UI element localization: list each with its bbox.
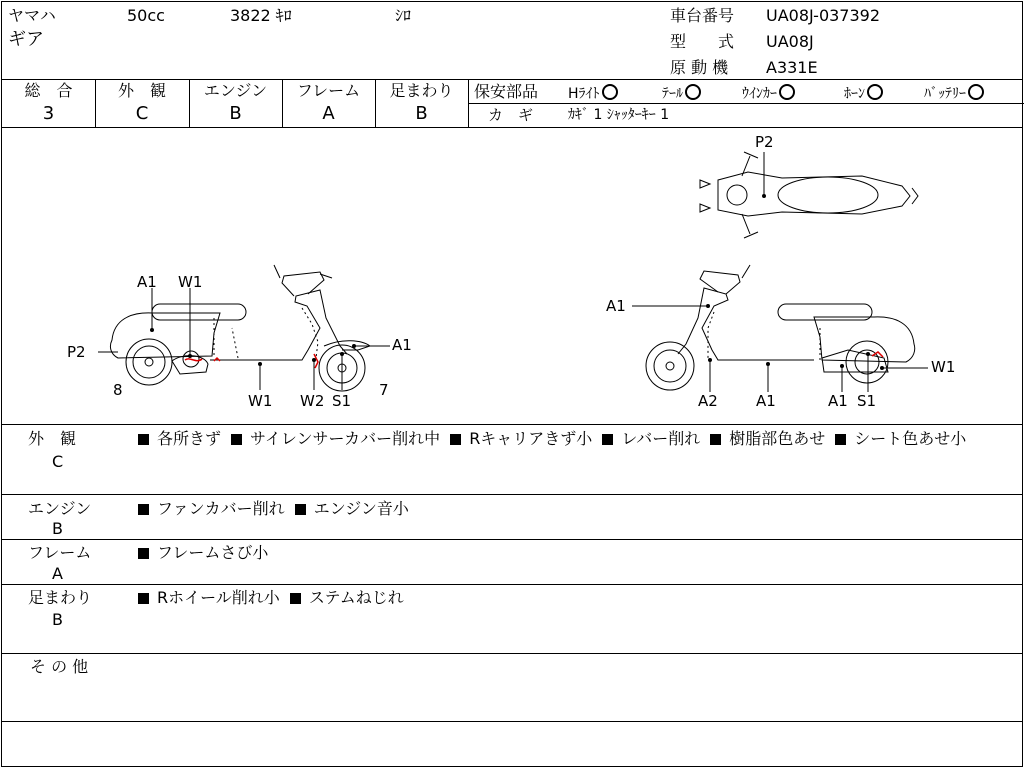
note-label-frame: フレーム (28, 543, 92, 562)
grade-value-engine: B (229, 103, 242, 124)
grade-label-frame: フレーム (296, 81, 361, 100)
bullet-square-icon (602, 434, 613, 445)
divider (2, 494, 1022, 495)
note-label-exterior: 外 観 (28, 429, 77, 448)
label-left-s1: S1 (332, 392, 352, 410)
label-right-s1: S1 (857, 392, 877, 410)
label-right-w1: W1 (931, 358, 956, 376)
bullet-square-icon (138, 593, 149, 604)
note-grade-engine: B (52, 519, 63, 538)
divider (2, 539, 1022, 540)
inspection-sheet (1, 1, 1023, 767)
divider (468, 103, 1024, 104)
type-value: UA08J (766, 32, 814, 51)
bullet-square-icon (138, 548, 149, 559)
label-right-a2: A2 (698, 392, 718, 410)
bullet-square-icon (450, 434, 461, 445)
safety-item-headlight: Hﾗｲﾄ (568, 84, 618, 103)
note-grade-exterior: C (52, 452, 64, 471)
scooter-side-right (646, 265, 915, 390)
damage-diagram (2, 128, 1022, 424)
bullet-square-icon (835, 434, 846, 445)
divider (2, 584, 1022, 585)
label-left-w1b: W1 (248, 392, 273, 410)
safety-item-horn: ﾎｰﾝ (844, 84, 883, 103)
note-label-other: そ の 他 (30, 657, 89, 676)
label-left-a1r: A1 (392, 336, 412, 354)
bullet-square-icon (710, 434, 721, 445)
label-right-a1: A1 (606, 297, 626, 315)
maker: ヤマハ (8, 6, 56, 25)
note-item: ステムねじれ (290, 588, 404, 607)
safety-item-tail: ﾃｰﾙ (662, 84, 701, 103)
type-label: 型 式 (670, 32, 735, 51)
bullet-square-icon (295, 504, 306, 515)
note-text-suspension (138, 587, 1018, 609)
key-label: カ ギ (488, 106, 534, 124)
bullet-square-icon (290, 593, 301, 604)
grade-label-suspension: 足まわり (389, 81, 454, 100)
label-left-a1: A1 (137, 273, 157, 291)
bullet-square-icon (138, 434, 149, 445)
key-value: ｶｷﾞ 1 ｼｬｯﾀｰｷｰ 1 (568, 107, 670, 123)
color: ｼﾛ (395, 6, 412, 25)
divider (2, 721, 1022, 722)
note-text-engine (138, 498, 1018, 520)
label-left-w2: W2 (300, 392, 325, 410)
note-item: フレームさび小 (138, 543, 268, 562)
divider (2, 424, 1022, 425)
displacement: 50cc (127, 6, 165, 25)
label-left-8: 8 (113, 381, 123, 399)
engine-value: A331E (766, 58, 818, 77)
frame-no: UA08J-037392 (766, 6, 881, 25)
grade-label-exterior: 外 観 (117, 81, 166, 100)
note-item: 各所きず (138, 429, 221, 448)
label-left-w1: W1 (178, 273, 203, 291)
note-label-suspension: 足まわり (28, 588, 93, 607)
grade-value-total: 3 (42, 103, 55, 124)
label-left-7: 7 (379, 381, 389, 399)
note-item: サイレンサーカバー削れ中 (231, 429, 440, 448)
scooter-top-view (700, 152, 918, 238)
label-top-p2: P2 (755, 133, 774, 151)
note-item: Rキャリアきず小 (450, 429, 592, 448)
bullet-square-icon (138, 504, 149, 515)
model-name: ギア (8, 29, 44, 50)
note-text-frame (138, 542, 1018, 564)
ok-mark-icon (602, 84, 618, 100)
ok-mark-icon (779, 84, 795, 100)
engine-label: 原 動 機 (670, 58, 729, 77)
divider (2, 79, 1022, 80)
note-item: 樹脂部色あせ (710, 429, 825, 448)
note-item: Rホイール削れ小 (138, 588, 280, 607)
ok-mark-icon (685, 84, 701, 100)
grade-label-engine: エンジン (203, 81, 268, 100)
grade-value-frame: A (322, 103, 335, 124)
grade-value-suspension: B (415, 103, 428, 124)
note-item: エンジン音小 (295, 499, 409, 518)
note-item: ファンカバー削れ (138, 499, 285, 518)
safety-label: 保安部品 (474, 82, 539, 101)
divider (2, 653, 1022, 654)
mileage: 3822 ｷﾛ (230, 6, 292, 25)
label-right-a1c: A1 (828, 392, 848, 410)
note-label-engine: エンジン (28, 499, 92, 518)
note-text-exterior (138, 428, 1018, 450)
ok-mark-icon (867, 84, 883, 100)
note-grade-frame: A (52, 564, 63, 583)
label-right-a1b: A1 (756, 392, 776, 410)
bullet-square-icon (231, 434, 242, 445)
safety-item-winker: ｳｲﾝｶｰ (742, 84, 795, 103)
note-grade-suspension: B (52, 610, 63, 629)
frame-no-label: 車台番号 (670, 6, 735, 25)
label-left-p2: P2 (67, 343, 86, 361)
safety-item-battery: ﾊﾞｯﾃﾘｰ (924, 84, 984, 103)
grade-value-exterior: C (135, 103, 149, 124)
note-item: レバー削れ (602, 429, 700, 448)
ok-mark-icon (968, 84, 984, 100)
note-item: シート色あせ小 (835, 429, 966, 448)
grade-label-total: 総 合 (24, 81, 73, 100)
